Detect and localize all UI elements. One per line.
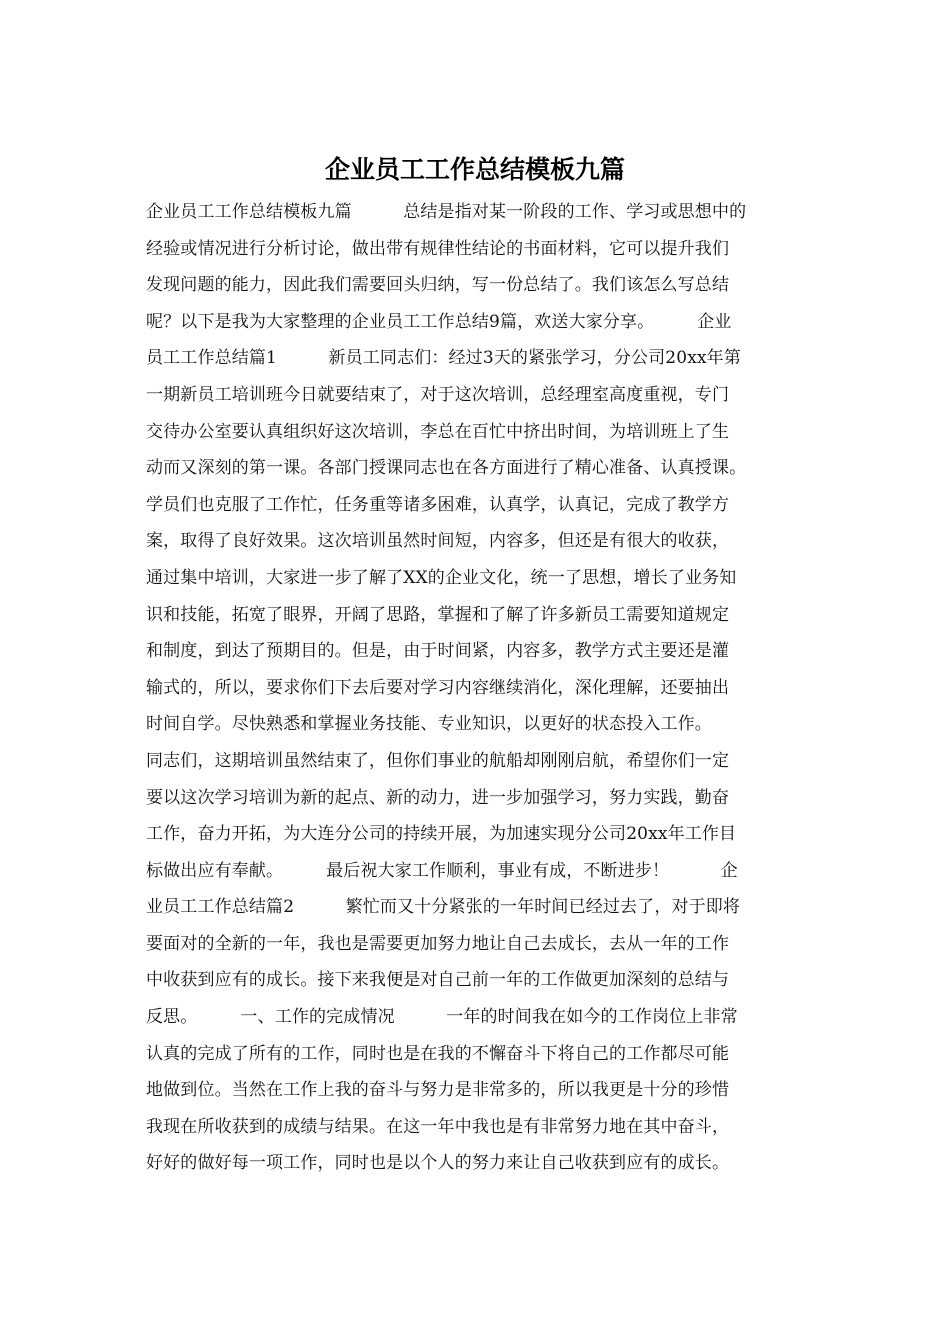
body-line: 一期新员工培训班今日就要结束了，对于这次培训，总经理室高度重视，专门	[146, 384, 730, 405]
body-line: 发现问题的能力，因此我们需要回头归纳，写一份总结了。我们该怎么写总结	[146, 275, 730, 296]
body-line: 反思。 一、工作的完成情况 一年的时间我在如今的工作岗位上非常	[146, 1007, 738, 1028]
body-line: 同志们，这期培训虽然结束了，但你们事业的航船却刚刚启航，希望你们一定	[146, 750, 730, 771]
body-line: 要面对的全新的一年，我也是需要更加努力地让自己去成长，去从一年的工作	[146, 933, 730, 954]
body-line: 工作，奋力开拓，为大连分公司的持续开展，为加速实现分公司20xx年工作目	[146, 824, 737, 845]
body-line: 经验或情况进行分析讨论，做出带有规律性结论的书面材料，它可以提升我们	[146, 238, 730, 259]
body-line: 要以这次学习培训为新的起点、新的动力，进一步加强学习，努力实践，勤奋	[146, 787, 730, 808]
body-line: 呢？以下是我为大家整理的企业员工工作总结9篇，欢送大家分享。 企业	[146, 311, 732, 332]
body-line: 交待办公室要认真组织好这次培训，李总在百忙中挤出时间，为培训班上了生	[146, 421, 730, 442]
body-line: 学员们也克服了工作忙，任务重等诸多困难，认真学，认真记，完成了教学方	[146, 494, 730, 515]
body-line: 员工工作总结篇1 新员工同志们：经过3天的紧张学习，分公司20xx年第	[146, 348, 741, 369]
body-line: 和制度，到达了预期目的。但是，由于时间紧，内容多，教学方式主要还是灌	[146, 641, 730, 662]
body-line: 中收获到应有的成长。接下来我便是对自己前一年的工作做更加深刻的总结与	[146, 970, 730, 991]
body-line: 动而又深刻的第一课。各部门授课同志也在各方面进行了精心准备、认真授课。	[146, 458, 747, 479]
body-line: 我现在所收获到的成绩与结果。在这一年中我也是有非常努力地在其中奋斗，	[146, 1116, 730, 1137]
body-line: 认真的完成了所有的工作，同时也是在我的不懈奋斗下将自己的工作都尽可能	[146, 1043, 730, 1064]
body-line: 地做到位。当然在工作上我的奋斗与努力是非常多的，所以我更是十分的珍惜	[146, 1080, 730, 1101]
document-title: 企业员工工作总结模板九篇	[324, 155, 625, 184]
body-line: 时间自学。尽快熟悉和掌握业务技能、专业知识，以更好的状态投入工作。	[146, 714, 712, 735]
body-line: 标做出应有奉献。 最后祝大家工作顺利，事业有成，不断进步！ 企	[146, 860, 738, 881]
body-line: 业员工工作总结篇2 繁忙而又十分紧张的一年时间已经过去了，对于即将	[146, 897, 741, 918]
body-line: 识和技能，拓宽了眼界，开阔了思路，掌握和了解了许多新员工需要知道规定	[146, 604, 730, 625]
body-line: 通过集中培训，大家进一步了解了XX的企业文化，统一了思想，增长了业务知	[146, 567, 737, 588]
document-body	[146, 194, 816, 1182]
body-line: 好好的做好每一项工作，同时也是以个人的努力来让自己收获到应有的成长。	[146, 1153, 730, 1174]
body-line: 案，取得了良好效果。这次培训虽然时间短，内容多，但还是有很大的收获，	[146, 531, 730, 552]
body-line: 企业员工工作总结模板九篇 总结是指对某一阶段的工作、学习或思想中的	[146, 202, 747, 222]
body-line: 输式的，所以，要求你们下去后要对学习内容继续消化，深化理解，还要抽出	[146, 677, 730, 698]
